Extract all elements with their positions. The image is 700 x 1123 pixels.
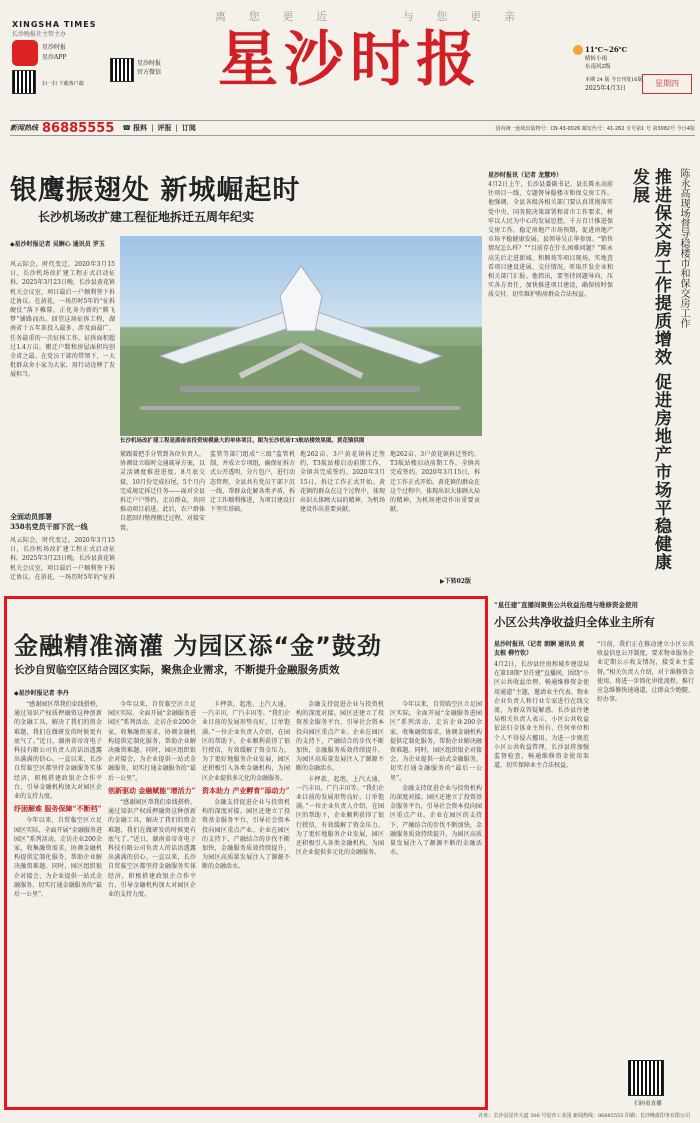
app-qr-block: [12, 40, 102, 95]
community-qr-caption: 扫码看直播: [634, 1101, 662, 1107]
masthead-slogan: 离 您 更 近 与 您 更 亲: [215, 10, 515, 23]
community-overline: “星任建”直播间聚焦公共收益治理与维修资金使用: [494, 601, 638, 609]
feature-subhead: 长沙自贸临空区结合园区实际，聚焦企业需求，不断提升金融服务质效: [14, 664, 340, 676]
top-col-1: 风云际会，时代变迁。2020年3月15日，长沙机场改扩建工程正式启动征拆。2025年3月23日晚，长沙县黄花镇机关会议室，项目最后一户顺利签下拆迁协议。在黄花，一场历时5年的“征拆硬仗”落下帷幕，正化身为新的“腾飞梦”铺路而出。回望这场征拆工程，湖南省十五年来投入最多、涉及面最广、任务最重的一次征拆工作。征拆面积超过1.4万亩，搬迁户数和房屋面积均创全省之最。在党员干部的带领下，一大批群众舍小家为大家，用行动诠释了发展担当。: [10, 261, 115, 379]
top-col-1b: 风云际会，时代变迁。2020年3月15日，长沙机场改扩建工程正式启动征拆。2025年3月23日晚，长沙县黄花镇机关会议室，项目最后一户顺利签下拆迁协议。在黄花，一场历时5年的“征拆: [10, 537, 115, 580]
feature-headline[interactable]: 金融精准滴灌 为园区添“金”鼓劲: [14, 632, 382, 660]
issue-date: 2025年4月3日: [585, 85, 626, 92]
hotline-number[interactable]: 86885555: [42, 120, 115, 136]
top-col-4: 地262亩、3户黄花镇拆迁签约，T3航站楼启动前期工作，全镇共完成签约。2020年3月15日，拆迁工作正式开始。黄花镇的群众在这个过程中，体现出识大体顾大局的精神，为机场建设作出重要贡献。: [300, 451, 385, 514]
feature-sub1: 纾困解难 服务保障“不断档”: [14, 804, 102, 814]
weather-block: 11℃~26℃ 晴转小雨 东南风2级: [585, 45, 695, 70]
community-qr-code[interactable]: [628, 1060, 664, 1096]
vertical-subhead: 陈永高现场督导稳楼市和保交房工作: [678, 168, 689, 328]
brand-logo: [12, 20, 132, 38]
feature-byline: ◆星沙时报记者 李丹: [14, 690, 69, 697]
right-text: 4月2日上午，长沙县委副书记、县长陈永高前往项目一线，专题督导稳楼市和保交房工作。他强调，全县各级各相关部门要认真贯彻落实党中央、国务院决策部署和省市工作要求，树牢以人民为中心的发展思想，千方百计推进保交房工作，稳定房地产市场预期，促进房地产市场平稳健康发展。县领导吴正华参加。“销售情况怎么样？”“目前存在什么困难问题？”陈永高先后走进新城、和顺苑等项目现场，实地查看项目建设进展、交付情况，听取开发企业和相关部门汇报。他指出，要坚持问题导向，压实各方责任，加快推进项目建设，确保按时保质交付，切实维护购房群众合法权益。: [488, 181, 613, 299]
link-subscribe[interactable]: 订阅: [181, 124, 196, 132]
feature-sub3: 资本助力 产业孵育“添动力”: [202, 785, 290, 795]
turn-page-note[interactable]: ▶下转02版: [440, 578, 471, 585]
app-label-2: 星沙APP: [42, 54, 67, 61]
weather-icon: [573, 45, 583, 55]
date-block: 本期 24 版 今日刊发16版 2025年4月3日: [585, 76, 695, 92]
wechat-qr-code[interactable]: [110, 58, 134, 82]
airport-photo: [120, 236, 482, 436]
feature-sub2: 创新驱动 金融赋能“增活力”: [108, 785, 196, 795]
community-byline: 星沙时报讯（记者 朗婀 通讯员 黄友根 柳竹钦）: [494, 641, 585, 657]
top-headline[interactable]: 银鹰振翅处 新城崛起时: [10, 175, 301, 206]
feature-col-3: 卡押款，起泡，上汽大通，一汽丰田，广汽丰田等。“我们企业目前的发展形势良好，订单饱满。”一位企业负责人介绍，在园区的帮助下，企业顺利获得了银行授信，有效缓解了资金压力。为了更好地服务企业发展，园区还积极引入各类金融机构，为园区企业提供多元化的金融服务。 资本助力 产业孵育“添动力” 金融支持促进企业与投资机构的深度对接。园区还建立了投资基金服务平台，引导社会资本投向园区重点产业。企业在园区的支持下，产融结合的步伐不断加快，金融服务质效持续提升，为园区高质量发展注入了源源不断的金融活水。: [202, 701, 290, 871]
top-col-2: 紧跟着把手分管到各位负责人，协调设立临时交通疏导方案，以灵活调度推进进度。8月底交接，10月份完成扫尾，5个月内完成规定拆迁任务——面对全县拆迁户户签约，走访群众，共同推动项目前进。此后，农户群体自愿回归整理搬迁过程，对接安置。: [120, 451, 205, 532]
top-col-3: 监管等部门组成“三级”监管机制，并成立专项组，确保征拆方式公开透明，分片包户，进行动态管理，全县共有党员干部下沉一线，帮群众化解各类矛盾，拆迁工作顺利推进，为项目建设打下坚实基础。: [210, 451, 295, 514]
publication-info: 国内统一连续出版物号：CN 43-0026 邮发代号：41-262 专号第1 号 第3082号 今日4版: [495, 125, 695, 132]
brand-name-en: XINGSHA TIMES: [12, 20, 97, 29]
airport-terminal-graphic: [120, 236, 482, 436]
community-headline[interactable]: 小区公共净收益归全体业主所有: [494, 615, 655, 629]
phone-icon: ☎: [122, 124, 132, 132]
app-icon: [12, 40, 38, 66]
wechat-block: 星沙时报 官方微信: [110, 58, 180, 82]
weather-temp: 11℃~26℃: [585, 45, 628, 54]
feature-col-5: 今年以来，自贸临空区立足园区实际，全面开展“金融服务进园区”系列活动，走访企业200余家，收集融资需求，协调金融机构提供定制化服务，帮助企业解决融资难题。同时，园区组织银企对接会，为企业提供一站式金融服务，切实打通金融服务的“最后一公里”。 金融支持促进企业与投资机构的深度对接。园区还建立了投资基金服务平台，引导社会资本投向园区重点产业。企业在园区的支持下，产融结合的步伐不断加快，金融服务质效持续提升，为园区高质量发展注入了源源不断的金融活水。: [390, 701, 482, 857]
top-col-5: 地262亩、3户黄花镇拆迁签约，T3航站楼启动前期工作，全镇共完成签约。2020年3月15日，拆迁工作正式开始。黄花镇的群众在这个过程中，体现出识大体顾大局的精神，为机场建设作出重要贡献。: [390, 451, 480, 514]
top-subhead: 长沙机场改扩建工程征地拆迁五周年纪实: [38, 210, 255, 224]
side-heading: 全面动员部署: [10, 512, 52, 521]
feature-col-2: 今年以来，自贸临空区立足园区实际，全面开展“金融服务进园区”系列活动，走访企业200余家，收集融资需求，协调金融机构提供定制化服务，帮助企业解决融资难题。同时，园区组织银企对接会，为企业提供一站式金融服务，切实打通金融服务的“最后一公里”。 创新驱动 金融赋能“增活力” “感谢园区帮我们牵线搭桥，通过知识产权质押融资这种创新的金融工具，解决了我们的资金难题，我们在做研发的时候更有底气了。”近日，湖南省帝奇电子科技有限公司负责人的话语透露出满满的信心。一直以来，长沙自贸临空区都坚持金融服务实体经济，积极搭建政银企合作平台，引导金融机构加大对园区企业的支持力度。: [108, 701, 196, 899]
right-byline: 星沙时报讯（记者 龙慧玲）: [488, 172, 563, 179]
app-label: 星沙时报: [42, 44, 67, 51]
masthead-title: 星沙时报: [218, 25, 482, 95]
link-review[interactable]: 评报: [157, 124, 172, 132]
footer-bar: 社址：长沙县星沙大道 306 号星沙工业园 新闻热线：86885555 印刷：长沙晚报印务有限公司: [478, 1113, 690, 1119]
masthead: [0, 0, 700, 118]
hotline-label: 新闻热线: [10, 124, 38, 132]
info-bar: 新闻热线 86885555 ☎ 报料 | 评报 | 订阅 国内统一连续出版物号：CN 43-0026 邮发代号：41-262 专号第1 号 第3082号 今日4版: [10, 120, 695, 136]
top-byline: ◆星沙时报记者 吴婀心 通讯员 罗玉: [10, 241, 105, 248]
community-col-1: 4月2日，长沙县住房和城乡建设局在第18期“星任建”直播间，围绕“小区公共收益治理、畅通维修资金使用通道”主题，邀请业主代表、物业企业负责人和行业专家进行在线交流，为群众答疑解惑。长沙县住建局相关负责人表示，小区公共收益依法归全体业主所有，任何单位和个人不得侵占挪用。为进一步规范小区公共收益管理，长沙县将加强监督检查，畅通维修资金使用渠道，切实保障业主合法权益。: [494, 661, 589, 770]
qr-caption: 扫一扫 下载客户端: [42, 81, 84, 87]
brand-sub: 长沙晚报社主管主办: [12, 31, 67, 38]
weekday-badge: 星期四: [642, 74, 692, 94]
feature-col-4: 金融支持促进企业与投资机构的深度对接。园区还建立了投资基金服务平台，引导社会资本投向园区重点产业。企业在园区的支持下，产融结合的步伐不断加快，金融服务质效持续提升，为园区高质量发展注入了源源不断的金融活水。 卡押款，起泡，上汽大通，一汽丰田，广汽丰田等。“我们企业目前的发展形势良好，订单饱满。”一位企业负责人介绍，在园区的帮助下，企业顺利获得了银行授信，有效缓解了资金压力。为了更好地服务企业发展，园区还积极引入各类金融机构，为园区企业提供多元化的金融服务。: [296, 701, 384, 857]
feature-col-1: “感谢园区帮我们牵线搭桥，通过知识产权质押融资这种创新的金融工具，解决了我们的资金难题，我们在做研发的时候更有底气了。”近日，湖南省帝奇电子科技有限公司负责人的话语透露出满满的信心。一直以来，长沙自贸临空区都坚持金融服务实体经济，积极搭建政银企合作平台，引导金融机构加大对园区企业的支持力度。 纾困解难 服务保障“不断档” 今年以来，自贸临空区立足园区实际，全面开展“金融服务进园区”系列活动，走访企业200余家，收集融资需求，协调金融机构提供定制化服务，帮助企业解决融资难题。同时，园区组织银企对接会，为企业提供一站式金融服务，切实打通金融服务的“最后一公里”。: [14, 701, 102, 899]
link-report[interactable]: 报料: [133, 124, 148, 132]
vertical-headline[interactable]: 推进保交房工作提质增效 促进房地产市场平稳健康发展: [629, 168, 671, 571]
app-qr-code[interactable]: [12, 70, 36, 94]
photo-caption: 长沙机场改扩建工程是湖南省投资规模最大的单体项目。图为长沙机场T3航站楼效果图。黄花镇供图: [120, 438, 365, 444]
community-col-2: “目前，我们正在推动建立小区公共收益信息公开制度，要求物业服务企业定期公示收支情况，接受业主监督。”相关负责人介绍，对于维修资金使用，将进一步简化审批流程，推行应急维修快速通道，让群众少跑腿、好办事。: [597, 641, 694, 704]
side-text: 358名党员干部下沉一线: [10, 522, 88, 531]
